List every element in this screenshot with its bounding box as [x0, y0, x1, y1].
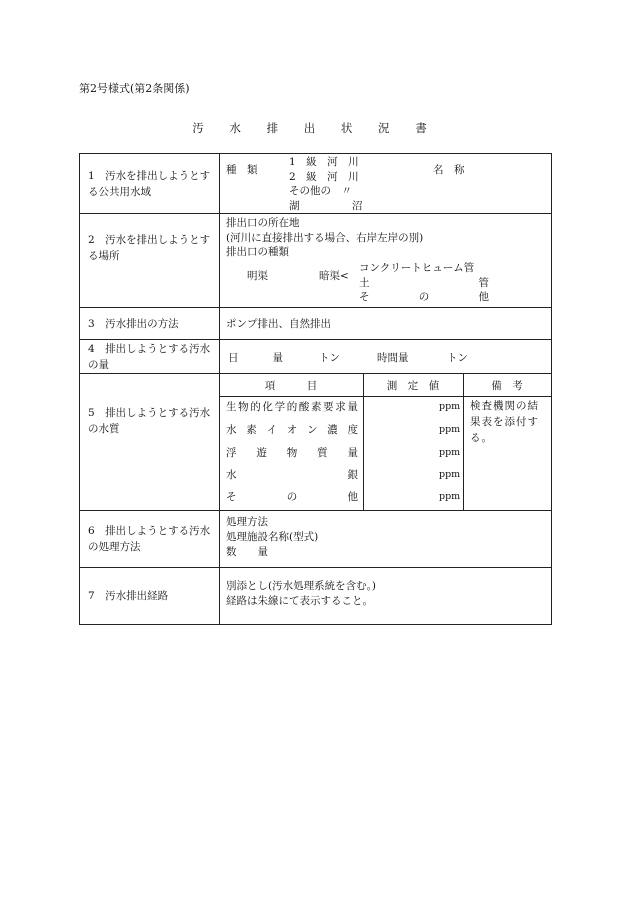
unit-ppm: ppm: [439, 401, 461, 412]
route-block: [226, 579, 376, 609]
quality-item-ph: 水 素 イ オ ン 濃 度: [226, 424, 358, 436]
treatment-method: 処理方法: [226, 516, 268, 528]
row4-label: 4 排出しようとする汚水の量: [88, 343, 211, 371]
quality-header-value: 測 定 値: [386, 380, 440, 392]
quality-item-bod: 生 物 的 化 学 的 酸 素 要 求 量: [226, 401, 358, 413]
route-line: 別添とし(汚水処理系統を含む。): [226, 580, 376, 592]
unit-ppm: ppm: [439, 424, 461, 435]
quality-item-mercury: 水 銀: [226, 469, 358, 481]
pipe-type-option: 土 管: [359, 276, 489, 289]
pipe-type-option: そ の 他: [359, 291, 489, 303]
quality-item-other: そ の 他: [226, 491, 358, 503]
water-body-options: [289, 155, 374, 213]
quality-item-ss: 浮 遊 物 質 量: [226, 447, 358, 459]
location-note: (河川に直接排出する場合、右岸左岸の別): [226, 231, 424, 244]
pipe-type-option: コンクリートヒューム管: [359, 262, 475, 274]
discharge-location-block: [226, 216, 423, 260]
quality-header-note: 備 考: [491, 380, 523, 392]
treatment-facility: 処理施設名称(型式): [226, 531, 319, 543]
hourly-volume-unit: トン: [447, 352, 468, 364]
daily-volume-unit: トン: [319, 352, 340, 364]
document-title: 汚 水 排 出 状 況 書: [192, 121, 438, 135]
row1-label: 1 汚水を排出しようとする公共用水域: [88, 170, 211, 198]
water-body-option: その他の 〃: [289, 185, 352, 197]
form-label: 第2号様式(第2条関係): [79, 82, 190, 95]
row7-label: 7 汚水排出経路: [88, 590, 169, 602]
daily-volume-label: 日 量: [228, 352, 283, 364]
water-body-name-label: 名 称: [433, 164, 465, 176]
outlet-type-title: 排出口の種類: [226, 246, 289, 258]
location-title: 排出口の所在地: [226, 217, 300, 229]
hourly-volume-label: 時間量: [377, 352, 409, 364]
row2-label: 2 汚水を排出しようとする場所: [88, 234, 211, 262]
water-body-kind-label: 種 類: [226, 164, 258, 176]
water-body-option: 湖 沼: [289, 199, 363, 212]
closed-channel-label: 暗渠<: [319, 270, 349, 282]
discharge-method-value: ポンプ排出、自然排出: [226, 318, 331, 330]
row6-label: 6 排出しようとする汚水の処理方法: [88, 525, 211, 553]
row3-label: 3 汚水排出の方法: [88, 318, 179, 330]
treatment-quantity: 数 量: [226, 546, 268, 558]
water-body-option: 2 級 河 川: [289, 170, 359, 183]
treatment-block: [226, 515, 318, 560]
unit-ppm: ppm: [439, 491, 461, 502]
route-line: 経路は朱線にて表示すること。: [226, 595, 373, 607]
quality-header-item: 項 目: [264, 380, 318, 392]
unit-ppm: ppm: [439, 469, 461, 480]
open-channel-label: 明渠: [247, 270, 268, 282]
row5-label: 5 排出しようとする汚水の水質: [88, 407, 211, 435]
pipe-type-list: [359, 261, 489, 305]
quality-note: 検査機関の結果表を添付する。: [470, 400, 539, 444]
water-body-option: 1 級 河 川: [289, 156, 359, 168]
unit-ppm: ppm: [439, 447, 461, 458]
